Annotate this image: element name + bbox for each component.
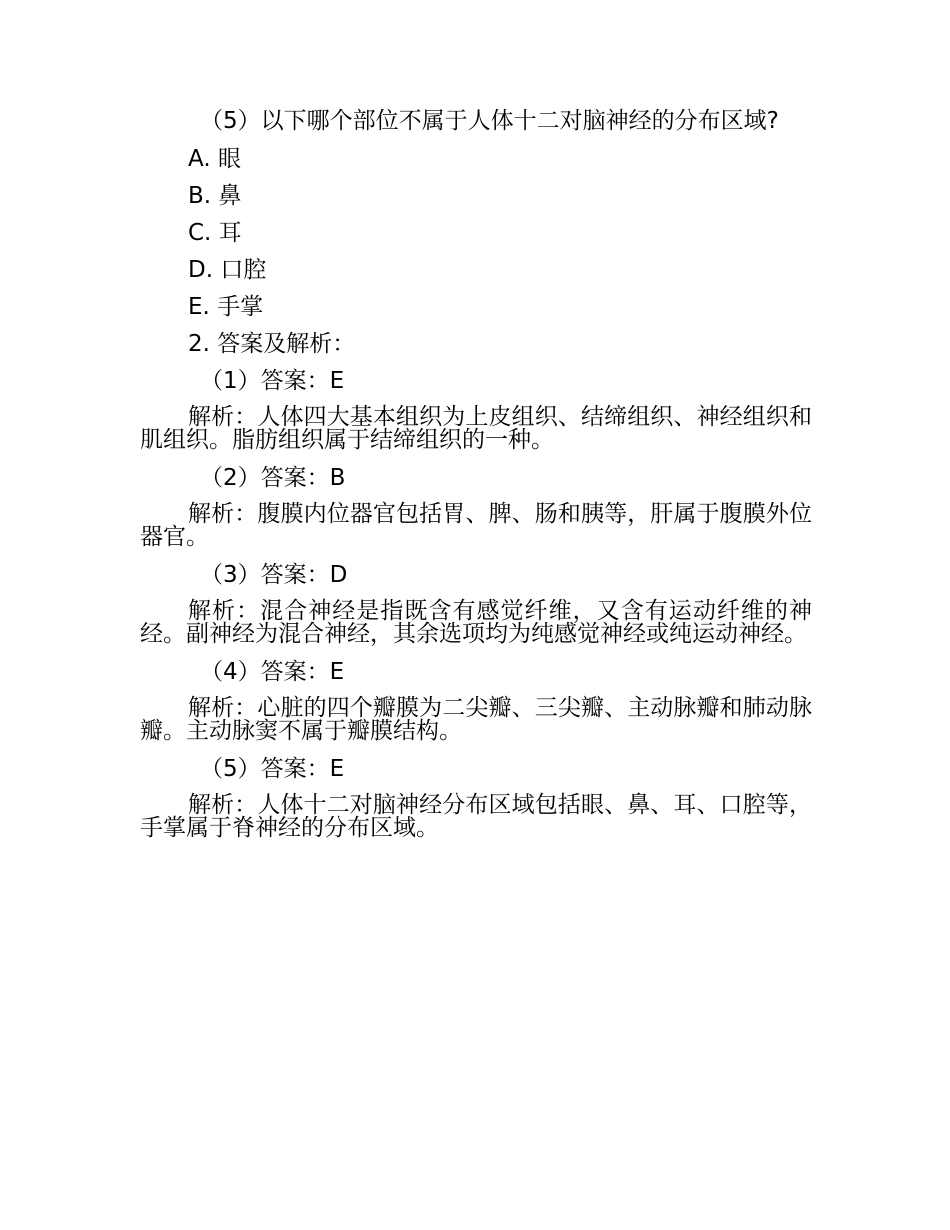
option-c: C. 耳 xyxy=(188,220,242,246)
explanation-4: 解析：心脏的四个瓣膜为二尖瓣、三尖瓣、主动脉瓣和肺动脉瓣。主动脉窦不属于瓣膜结构。 xyxy=(140,695,812,744)
option-a: A. 眼 xyxy=(188,146,241,172)
explanation-5: 解析：人体十二对脑神经分布区域包括眼、鼻、耳、口腔等，手掌属于脊神经的分布区域。 xyxy=(140,792,812,841)
option-b: B. 鼻 xyxy=(188,183,242,209)
answer-2: （2）答案：B xyxy=(200,465,346,491)
question-stem-text: （5）以下哪个部位不属于人体十二对脑神经的分布区域? xyxy=(200,108,779,134)
answer-4: （4）答案：E xyxy=(200,659,345,685)
question-stem xyxy=(140,110,812,133)
answer-1: （1）答案：E xyxy=(200,368,345,394)
answer-5: （5）答案：E xyxy=(200,756,345,782)
option-e: E. 手掌 xyxy=(188,294,264,320)
answer-3: （3）答案：D xyxy=(200,562,348,588)
section-heading: 2. 答案及解析： xyxy=(188,331,356,357)
document-body xyxy=(140,104,812,848)
option-d: D. 口腔 xyxy=(188,257,267,283)
explanation-2: 解析：腹膜内位器官包括胃、脾、肠和胰等，肝属于腹膜外位器官。 xyxy=(140,501,812,550)
explanation-3: 解析：混合神经是指既含有感觉纤维，又含有运动纤维的神经。副神经为混合神经，其余选项均为纯感觉神经或纯运动神经。 xyxy=(140,598,812,647)
explanation-1: 解析：人体四大基本组织为上皮组织、结缔组织、神经组织和肌组织。脂肪组织属于结缔组织的一种。 xyxy=(140,404,812,453)
